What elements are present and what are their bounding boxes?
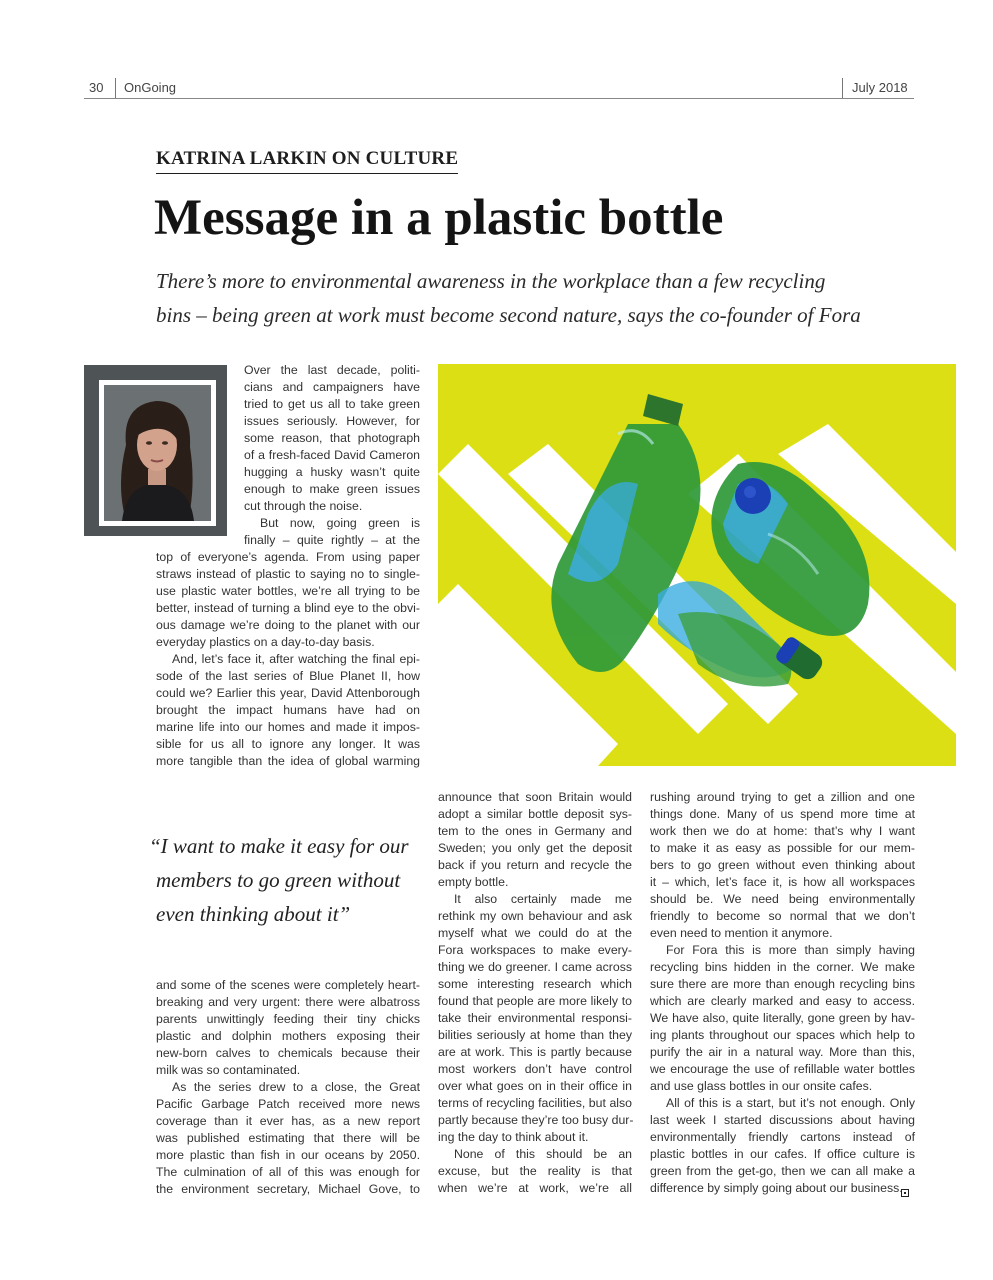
body-line: announce that soon Britain would bbox=[438, 790, 632, 804]
author-photo bbox=[104, 385, 211, 521]
body-line: sure there are more than enough recycling bins bbox=[650, 977, 915, 991]
body-line: Sweden; you only get the deposit bbox=[438, 841, 632, 855]
body-line: could we? Earlier this year, David Attenborough bbox=[156, 686, 420, 700]
body-line: cut through the noise. bbox=[244, 499, 363, 513]
standfirst-line: There’s more to environmental awareness in the workplace than a few recycling bbox=[156, 269, 826, 293]
article-kicker: KATRINA LARKIN ON CULTURE bbox=[156, 148, 458, 174]
body-line: purify the air in a natural way. More than this, bbox=[650, 1045, 915, 1059]
body-line: Fora workspaces to make every- bbox=[438, 943, 632, 957]
body-line: empty bottle. bbox=[438, 875, 509, 889]
body-line: And, let’s face it, after watching the final epi- bbox=[172, 652, 420, 666]
body-line: new-born calves to chemicals because their bbox=[156, 1046, 420, 1060]
pull-quote-line: “I want to make it easy for our bbox=[149, 834, 409, 858]
portrait-frame bbox=[99, 380, 216, 526]
body-line: top of everyone’s agenda. From using paper bbox=[156, 550, 420, 564]
body-line: everyday plastics on a day-to-day basis. bbox=[156, 635, 375, 649]
body-line: some reason, that photograph bbox=[244, 431, 420, 445]
body-line: As the series drew to a close, the Great bbox=[172, 1080, 420, 1094]
body-line: bilities seriously at home than they bbox=[438, 1028, 632, 1042]
body-line: Pacific Garbage Patch received more news bbox=[156, 1097, 420, 1111]
body-line: For Fora this is more than simply having bbox=[666, 943, 915, 957]
body-line: more plastic than fish in our oceans by 2050. bbox=[156, 1148, 420, 1162]
body-line: which are clearly marked and easy to access. bbox=[650, 994, 915, 1008]
body-line: ing the day to think about it. bbox=[438, 1130, 589, 1144]
body-line: back if you return and recycle the bbox=[438, 858, 632, 872]
body-line: some interesting research which bbox=[438, 977, 632, 991]
body-line: We have also, quite literally, gone green by hav- bbox=[650, 1011, 915, 1025]
body-line: most workers don’t have control bbox=[438, 1062, 632, 1076]
body-line: environmentally friendly cartons instead of bbox=[650, 1130, 915, 1144]
header-divider bbox=[115, 78, 116, 98]
page-number: 30 bbox=[89, 80, 104, 95]
body-line: the environment secretary, Michael Gove, to bbox=[156, 1182, 420, 1196]
body-line: tried to get us all to take green bbox=[244, 397, 420, 411]
body-line: hugging a husky wasn’t quite bbox=[244, 465, 420, 479]
body-line: ous damage we’re doing to the planet with our bbox=[156, 618, 420, 632]
body-line: plastic and dolphin mothers exposing their bbox=[156, 1029, 420, 1043]
body-line: of a fresh-faced David Cameron bbox=[244, 448, 420, 462]
body-line: It also certainly made me bbox=[454, 892, 632, 906]
body-line: None of this should be an bbox=[454, 1147, 632, 1161]
body-line: rushing around trying to get a zillion and one bbox=[650, 790, 915, 804]
body-line: sible for us all to ignore any longer. It was bbox=[156, 737, 420, 751]
body-line: cians and campaigners have bbox=[244, 380, 420, 394]
body-line: difference by simply going about our business. bbox=[650, 1181, 903, 1195]
body-line: sode of the last series of Blue Planet II, how bbox=[156, 669, 420, 683]
body-line: better, instead of turning a blind eye to the obvi- bbox=[156, 601, 420, 615]
body-line: breaking and very urgent: there were albatross bbox=[156, 995, 420, 1009]
section-name: OnGoing bbox=[124, 80, 177, 95]
body-line: All of this is a start, but it’s not enough. Only bbox=[666, 1096, 915, 1110]
body-line: But now, going green is bbox=[260, 516, 420, 530]
body-line: bers to go green without even thinking about bbox=[650, 858, 915, 872]
body-line: tem to the ones in Germany and bbox=[438, 824, 632, 838]
plastic-bottles-illustration bbox=[438, 364, 956, 766]
body-line: finally – quite rightly – at the bbox=[244, 533, 420, 547]
body-line: and use glass bottles in our onsite cafes. bbox=[650, 1079, 873, 1093]
issue-date: July 2018 bbox=[852, 80, 908, 95]
pull-quote-line: members to go green without bbox=[156, 868, 401, 892]
body-line: work then we do at home: that’s why I want bbox=[650, 824, 915, 838]
body-line: straws instead of plastic to saying no to single- bbox=[156, 567, 420, 581]
body-line: plastic bottles in our cafes. If office culture is bbox=[650, 1147, 915, 1161]
article-title: Message in a plastic bottle bbox=[154, 190, 724, 246]
body-line: adopt a similar bottle deposit sys- bbox=[438, 807, 632, 821]
body-line: it – which, let’s face it, is how all workspaces bbox=[650, 875, 915, 889]
body-line: milk was so contaminated. bbox=[156, 1063, 301, 1077]
body-line: things done. Many of us spend more time at bbox=[650, 807, 915, 821]
body-line: last week I started discussions about having bbox=[650, 1113, 915, 1127]
body-line: Over the last decade, politi- bbox=[244, 363, 420, 377]
body-line: to make it as easy as possible for our mem- bbox=[650, 841, 915, 855]
body-line: when we’re at work, we’re all bbox=[438, 1181, 632, 1195]
body-line: myself what we could do at the bbox=[438, 926, 632, 940]
body-line: enough to make green issues bbox=[244, 482, 420, 496]
body-line: even need to mention it anymore. bbox=[650, 926, 833, 940]
body-line: thing we do greener. I came across bbox=[438, 960, 632, 974]
body-line: rethink my own behaviour and ask bbox=[438, 909, 632, 923]
body-line: ing plants throughout our spaces which help to bbox=[650, 1028, 915, 1042]
body-line: should be. We need being environmentally bbox=[650, 892, 915, 906]
body-line: green from the get-go, then we can all make a bbox=[650, 1164, 915, 1178]
body-line: more tangible than the idea of global warming bbox=[156, 754, 420, 768]
body-line: we encourage the use of refillable water bottles bbox=[650, 1062, 915, 1076]
body-line: found that people are more likely to bbox=[438, 994, 632, 1008]
body-line: brought the impact humans have had on bbox=[156, 703, 420, 717]
body-line: friendly to become so normal that we don’t bbox=[650, 909, 915, 923]
body-line: terms of recycling facilities, but also bbox=[438, 1096, 632, 1110]
end-mark-icon bbox=[901, 1189, 909, 1197]
body-line: recycling bins hidden in the corner. We make bbox=[650, 960, 915, 974]
body-line: parents unwittingly feeding their tiny chicks bbox=[156, 1012, 420, 1026]
body-line: and some of the scenes were completely heart- bbox=[156, 978, 420, 992]
body-line: use plastic water bottles, we’re all trying to be bbox=[156, 584, 420, 598]
article-standfirst bbox=[156, 264, 926, 332]
body-line: was published estimating that there will be bbox=[156, 1131, 420, 1145]
body-line: are at work. This is partly because bbox=[438, 1045, 632, 1059]
pull-quote-line: even thinking about it” bbox=[156, 902, 351, 926]
body-line: excuse, but the reality is that bbox=[438, 1164, 632, 1178]
body-line: partly because they’re too busy dur- bbox=[438, 1113, 634, 1127]
body-line: marine life into our homes and made it impos- bbox=[156, 720, 420, 734]
hero-image bbox=[438, 364, 956, 766]
body-line: The culmination of all of this was enough for bbox=[156, 1165, 420, 1179]
standfirst-line: bins – being green at work must become second nature, says the co-founder of Fora bbox=[156, 303, 861, 327]
header-divider bbox=[842, 78, 843, 98]
body-line: over what goes on in their office in bbox=[438, 1079, 632, 1093]
author-portrait bbox=[84, 365, 227, 536]
body-line: take their environmental responsi- bbox=[438, 1011, 632, 1025]
body-line: issues seriously. However, for bbox=[244, 414, 420, 428]
body-line: coverage than it ever has, as a new report bbox=[156, 1114, 420, 1128]
header-rule bbox=[84, 98, 914, 99]
